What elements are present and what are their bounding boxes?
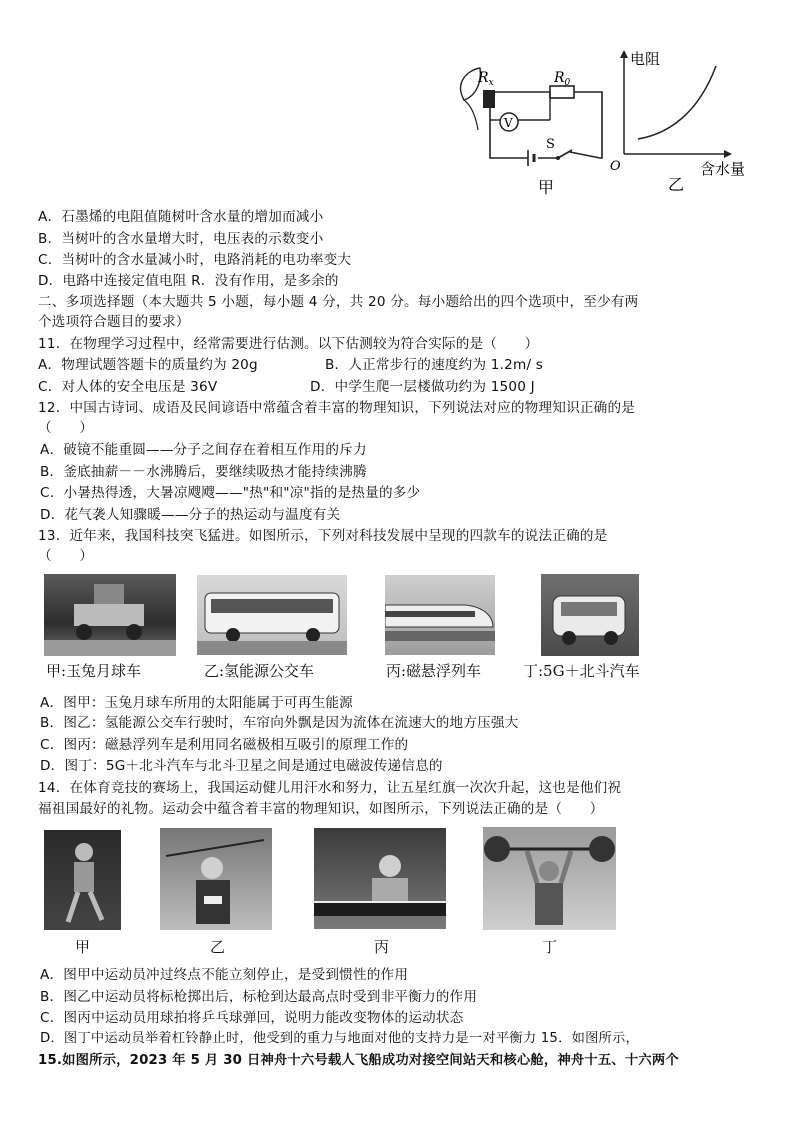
q14-caption-b: 乙 — [210, 938, 226, 956]
q13-stem-blank: （ ） — [38, 548, 94, 564]
q15-stem: 15.如图所示，2023 年 5 月 30 日神舟十六号载人飞船成功对接空间站天和核心舱，神舟十五、十六两个 — [38, 1053, 679, 1068]
q13-option-c: C．图丙：磁悬浮列车是利用同名磁极相互吸引的原理工作的 — [40, 737, 409, 753]
voltmeter-label: V — [504, 116, 513, 130]
q12-stem: 12．中国古诗词、成语及民间谚语中常蕴含着丰富的物理知识，下列说法对应的物理知识正确的是 — [38, 400, 636, 416]
q11-stem: 11．在物理学习过程中，经常需要进行估测。以下估测较为符合实际的是（ ） — [38, 336, 539, 352]
q12-option-c: C．小暑热得透，大暑凉飕飕——"热"和"凉"指的是热量的多少 — [40, 485, 421, 501]
circuit-diagram — [450, 60, 620, 200]
section-heading: 二、多项选择题（本大题共 5 小题，每小题 4 分，共 20 分。每小题给出的四个选项中，至少有两 — [38, 294, 639, 310]
q10-option-c: C．当树叶的含水量减小时，电路消耗的电功率变大 — [38, 252, 352, 268]
switch-icon — [558, 150, 572, 158]
q11-option-b: B．人正常步行的速度约为 1.2m/ s — [325, 357, 544, 373]
graph-origin: O — [610, 159, 621, 174]
q11-option-c: C．对人体的安全电压是 36V — [38, 379, 218, 395]
q10-option-b: B．当树叶的含水量增大时，电压表的示数变小 — [38, 231, 324, 247]
q13-option-d: D．图丁：5G＋北斗汽车与北斗卫星之间是通过电磁波传递信息的 — [40, 758, 443, 774]
graph-ylabel: 电阻 — [630, 50, 661, 68]
hydrogen-bus-photo — [197, 575, 347, 655]
q14-caption-a: 甲 — [75, 938, 91, 956]
q13-caption-d: 丁:5G＋北斗汽车 — [523, 662, 640, 680]
q14-caption-c: 丙 — [374, 938, 390, 956]
q14-option-c: C．图丙中运动员用球拍将乒乓球弹回，说明力能改变物体的运动状态 — [40, 1010, 464, 1026]
switch-label: S — [546, 137, 555, 152]
5g-car-photo — [541, 574, 639, 656]
q13-caption-c: 丙:磁悬浮列车 — [386, 662, 482, 680]
resistance-graph — [608, 44, 758, 194]
javelin-photo — [160, 828, 272, 930]
q11-option-a: A．物理试题答题卡的质量约为 20g — [38, 357, 258, 373]
q12-option-d: D．花气袭人知骤暖——分子的热运动与温度有关 — [40, 507, 341, 523]
rx-label: $R_x$ — [478, 70, 494, 88]
graph-caption: 乙 — [668, 175, 685, 194]
q14-stem-cont: 福祖国最好的礼物。运动会中蕴含着丰富的物理知识，如图所示，下列说法正确的是（ ） — [38, 801, 604, 817]
q10-option-d: D．电路中连接定值电阻 R．没有作用，是多余的 — [38, 273, 339, 289]
table-tennis-photo — [314, 828, 446, 929]
rx-graphene — [483, 90, 495, 108]
q14-option-b: B．图乙中运动员将标枪掷出后，标枪到达最高点时受到非平衡力的作用 — [40, 989, 478, 1005]
q13-option-b: B．图乙：氢能源公交车行驶时，车帘向外飘是因为流体在流速大的地方压强大 — [40, 715, 519, 731]
q14-stem: 14．在体育竞技的赛场上，我国运动健儿用汗水和努力，让五星红旗一次次升起，这也是他们祝 — [38, 780, 622, 796]
r0-resistor — [550, 86, 574, 98]
q14-caption-d: 丁 — [542, 938, 558, 956]
q14-option-d: D．图丁中运动员举着杠铃静止时，他受到的重力与地面对他的支持力是一对平衡力 15．如图所示， — [40, 1031, 640, 1046]
q13-caption-a: 甲:玉兔月球车 — [46, 662, 142, 680]
q12-stem-blank: （ ） — [38, 420, 94, 436]
q14-option-a: A．图甲中运动员冲过终点不能立刻停止，是受到惯性的作用 — [40, 967, 409, 983]
maglev-train-photo — [385, 575, 495, 655]
r0-label: $R_0$ — [554, 70, 571, 88]
q13-option-a: A．图甲：玉兔月球车所用的太阳能属于可再生能源 — [40, 695, 353, 711]
q12-option-b: B．釜底抽薪－－水沸腾后，要继续吸热才能持续沸腾 — [40, 464, 367, 480]
q12-option-a: A．破镜不能重圆——分子之间存在着相互作用的斥力 — [40, 442, 367, 458]
graph-xlabel: 含水量 — [700, 160, 746, 178]
circuit-caption: 甲 — [538, 178, 555, 197]
section-heading-cont: 个选项符合题目的要求） — [38, 314, 190, 330]
q10-option-a: A．石墨烯的电阻值随树叶含水量的增加而减小 — [38, 209, 324, 225]
sprinter-photo — [44, 830, 121, 930]
lunar-rover-photo — [44, 574, 176, 656]
resistance-curve — [638, 66, 716, 139]
weightlifter-photo — [483, 827, 616, 930]
q11-option-d: D．中学生爬一层楼做功约为 1500 J — [310, 379, 535, 395]
q13-caption-b: 乙:氢能源公交车 — [204, 662, 315, 680]
q13-stem: 13．近年来，我国科技突飞猛进。如图所示，下列对科技发展中呈现的四款车的说法正确的是 — [38, 528, 608, 544]
